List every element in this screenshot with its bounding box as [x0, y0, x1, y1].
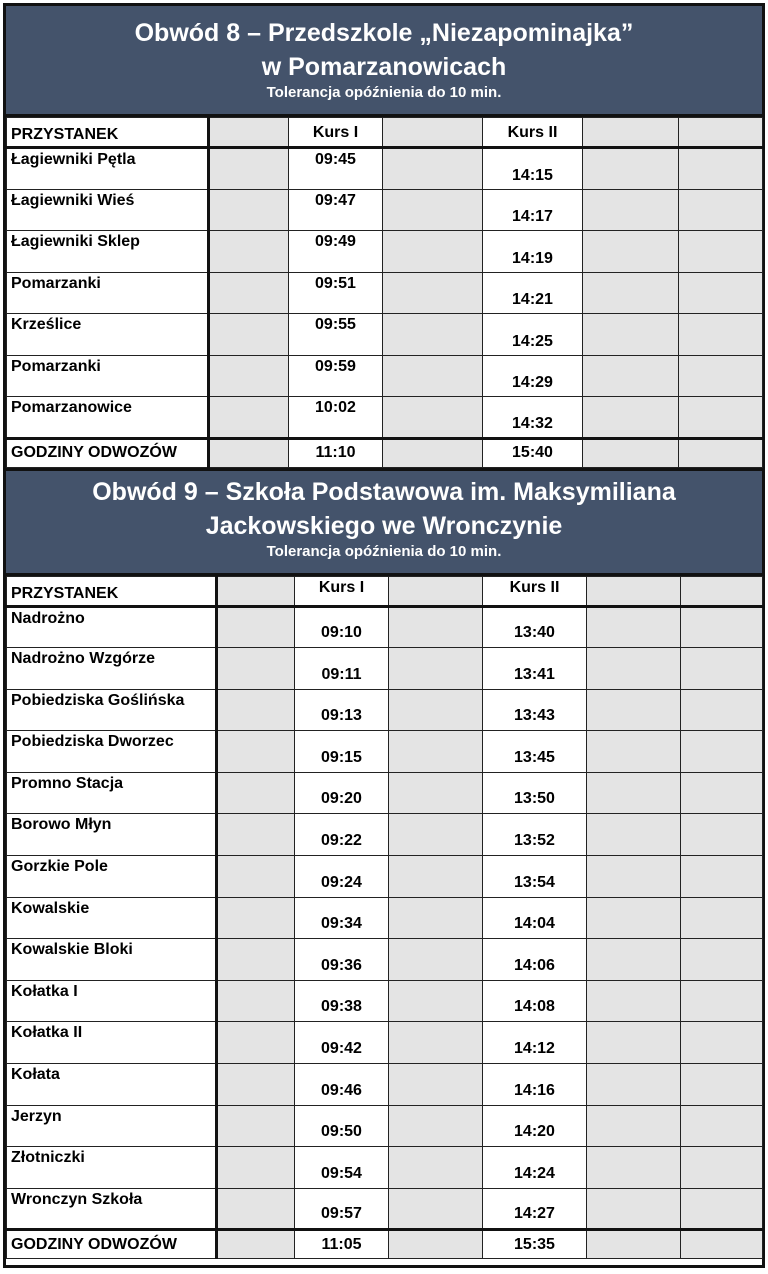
course1-time: 09:54 — [295, 1147, 389, 1189]
table-row — [7, 1022, 763, 1064]
table-row — [7, 1147, 763, 1189]
empty-cell — [587, 939, 681, 981]
course2-time: 13:45 — [483, 731, 587, 773]
course1-time: 09:15 — [295, 731, 389, 773]
section8-header-stop: PRZYSTANEK — [7, 118, 209, 148]
empty-cell — [681, 939, 763, 981]
stop-name: Łagiewniki Pętla — [7, 148, 209, 190]
empty-cell — [389, 1230, 483, 1259]
empty-cell — [679, 272, 763, 314]
section8-title-line1: Obwód 8 – Przedszkole „Niezapominajka” — [134, 19, 634, 47]
empty-cell — [681, 980, 763, 1022]
empty-cell — [587, 1022, 681, 1064]
empty-cell — [681, 1064, 763, 1106]
section9-title-line2: Jackowskiego we Wronczynie — [205, 511, 563, 540]
empty-cell — [681, 1230, 763, 1259]
table-row — [7, 606, 763, 648]
empty-cell — [217, 1105, 295, 1147]
empty-cell — [217, 772, 295, 814]
empty-cell — [389, 814, 483, 856]
empty-cell — [383, 231, 483, 273]
stop-name: Nadrożno Wzgórze — [7, 648, 217, 690]
empty-cell — [583, 231, 679, 273]
empty-cell — [217, 606, 295, 648]
stop-name: Kołata — [7, 1064, 217, 1106]
empty-cell — [217, 814, 295, 856]
course1-time: 10:02 — [289, 397, 383, 439]
course2-time: 13:54 — [483, 856, 587, 898]
empty-cell — [679, 314, 763, 356]
empty-cell — [389, 606, 483, 648]
section9-header-course2: Kurs II — [483, 576, 587, 606]
empty-cell — [209, 314, 289, 356]
empty-cell — [679, 148, 763, 190]
course2-time: 13:40 — [483, 606, 587, 648]
empty-cell — [217, 856, 295, 898]
course2-time: 14:08 — [483, 980, 587, 1022]
empty-cell — [679, 189, 763, 231]
section9-table-body — [7, 576, 763, 1259]
course1-time: 09:34 — [295, 897, 389, 939]
course2-time: 13:52 — [483, 814, 587, 856]
stop-name: Pomarzanki — [7, 272, 209, 314]
empty-cell — [389, 648, 483, 690]
empty-cell — [383, 314, 483, 356]
empty-cell — [389, 1147, 483, 1189]
stop-name: Nadrożno — [7, 606, 217, 648]
empty-cell — [681, 606, 763, 648]
empty-cell — [389, 897, 483, 939]
section9-header-course1: Kurs I — [295, 576, 389, 606]
section9-table — [6, 576, 763, 1260]
course1-time: 09:49 — [289, 231, 383, 273]
course2-time: 14:04 — [483, 897, 587, 939]
table-row — [7, 856, 763, 898]
empty-cell — [681, 1147, 763, 1189]
course1-time: 09:51 — [289, 272, 383, 314]
empty-cell — [583, 272, 679, 314]
empty-cell — [383, 189, 483, 231]
stop-name: Wronczyn Szkoła — [7, 1188, 217, 1230]
course1-time: 09:22 — [295, 814, 389, 856]
course1-time: 09:55 — [289, 314, 383, 356]
empty-cell — [389, 772, 483, 814]
table-row — [7, 772, 763, 814]
table-row — [7, 731, 763, 773]
section8-header-row — [7, 118, 763, 148]
stop-name: Kołatka II — [7, 1022, 217, 1064]
empty-cell — [209, 148, 289, 190]
empty-cell — [587, 814, 681, 856]
course2-time: 14:24 — [483, 1147, 587, 1189]
empty-cell — [209, 118, 289, 148]
stop-name: Pomarzanki — [7, 355, 209, 397]
empty-cell — [587, 772, 681, 814]
course1-time: 09:59 — [289, 355, 383, 397]
stop-name: Łagiewniki Sklep — [7, 231, 209, 273]
empty-cell — [209, 355, 289, 397]
empty-cell — [217, 576, 295, 606]
empty-cell — [681, 689, 763, 731]
empty-cell — [583, 438, 679, 467]
table-row — [7, 1064, 763, 1106]
empty-cell — [587, 980, 681, 1022]
course2-time: 14:27 — [483, 1188, 587, 1230]
empty-cell — [389, 939, 483, 981]
empty-cell — [681, 814, 763, 856]
empty-cell — [681, 772, 763, 814]
stop-name: Pobiedziska Goślińska — [7, 689, 217, 731]
empty-cell — [681, 856, 763, 898]
empty-cell — [679, 397, 763, 439]
course2-time: 14:12 — [483, 1022, 587, 1064]
stop-name: Jerzyn — [7, 1105, 217, 1147]
empty-cell — [389, 1022, 483, 1064]
empty-cell — [681, 1188, 763, 1230]
table-row — [7, 272, 763, 314]
stop-name: Pomarzanowice — [7, 397, 209, 439]
section9-title-line1: Obwód 9 – Szkoła Podstawowa im. Maksymiliana — [92, 477, 676, 506]
timetable-document — [3, 3, 765, 1268]
footer-course2-time: 15:40 — [483, 438, 583, 467]
empty-cell — [217, 1022, 295, 1064]
empty-cell — [587, 856, 681, 898]
table-row — [7, 148, 763, 190]
empty-cell — [383, 148, 483, 190]
course2-time: 14:32 — [483, 397, 583, 439]
table-row — [7, 648, 763, 690]
empty-cell — [383, 438, 483, 467]
footer-label: GODZINY ODWOZÓW — [7, 1230, 217, 1259]
section8-table — [6, 117, 763, 468]
empty-cell — [587, 897, 681, 939]
empty-cell — [383, 355, 483, 397]
empty-cell — [681, 1105, 763, 1147]
empty-cell — [389, 1064, 483, 1106]
empty-cell — [587, 731, 681, 773]
course1-time: 09:50 — [295, 1105, 389, 1147]
course2-time: 14:25 — [483, 314, 583, 356]
empty-cell — [681, 731, 763, 773]
empty-cell — [217, 1064, 295, 1106]
empty-cell — [217, 980, 295, 1022]
course1-time: 09:24 — [295, 856, 389, 898]
empty-cell — [389, 576, 483, 606]
stop-name: Pobiedziska Dworzec — [7, 731, 217, 773]
course2-time: 13:41 — [483, 648, 587, 690]
footer-course1-time: 11:05 — [295, 1230, 389, 1259]
section9-header-stop: PRZYSTANEK — [7, 576, 217, 606]
empty-cell — [389, 689, 483, 731]
empty-cell — [389, 856, 483, 898]
empty-cell — [679, 118, 763, 148]
empty-cell — [389, 980, 483, 1022]
empty-cell — [583, 314, 679, 356]
table-row — [7, 897, 763, 939]
footer-course1-time: 11:10 — [289, 438, 383, 467]
empty-cell — [217, 1188, 295, 1230]
stop-name: Gorzkie Pole — [7, 856, 217, 898]
footer-row — [7, 438, 763, 467]
empty-cell — [583, 397, 679, 439]
table-row — [7, 1105, 763, 1147]
course2-time: 14:06 — [483, 939, 587, 981]
stop-name: Kołatka I — [7, 980, 217, 1022]
table-row — [7, 189, 763, 231]
course2-time: 13:43 — [483, 689, 587, 731]
empty-cell — [209, 438, 289, 467]
table-row — [7, 939, 763, 981]
table-row — [7, 1188, 763, 1230]
empty-cell — [389, 1105, 483, 1147]
empty-cell — [587, 1230, 681, 1259]
empty-cell — [209, 231, 289, 273]
stop-name: Łagiewniki Wieś — [7, 189, 209, 231]
empty-cell — [681, 897, 763, 939]
empty-cell — [217, 1230, 295, 1259]
footer-label: GODZINY ODWOZÓW — [7, 438, 209, 467]
stop-name: Promno Stacja — [7, 772, 217, 814]
section8-banner — [6, 6, 762, 117]
empty-cell — [209, 397, 289, 439]
course1-time: 09:45 — [289, 148, 383, 190]
empty-cell — [217, 648, 295, 690]
empty-cell — [583, 148, 679, 190]
empty-cell — [679, 355, 763, 397]
empty-cell — [587, 1105, 681, 1147]
table-row — [7, 814, 763, 856]
course2-time: 14:15 — [483, 148, 583, 190]
course2-time: 14:19 — [483, 231, 583, 273]
course2-time: 14:21 — [483, 272, 583, 314]
table-row — [7, 397, 763, 439]
table-row — [7, 314, 763, 356]
empty-cell — [383, 272, 483, 314]
empty-cell — [383, 397, 483, 439]
empty-cell — [681, 648, 763, 690]
section9-subtitle: Tolerancja opóźnienia do 10 min. — [266, 542, 502, 560]
empty-cell — [209, 189, 289, 231]
empty-cell — [217, 897, 295, 939]
section8-title-line2: w Pomarzanowicach — [261, 53, 507, 81]
section9-header-row — [7, 576, 763, 606]
course1-time: 09:11 — [295, 648, 389, 690]
course1-time: 09:20 — [295, 772, 389, 814]
course2-time: 14:17 — [483, 189, 583, 231]
empty-cell — [583, 189, 679, 231]
course2-time: 13:50 — [483, 772, 587, 814]
section8-table-body — [7, 118, 763, 468]
course1-time: 09:46 — [295, 1064, 389, 1106]
section8-subtitle: Tolerancja opóźnienia do 10 min. — [266, 84, 502, 101]
empty-cell — [587, 1064, 681, 1106]
course1-time: 09:57 — [295, 1188, 389, 1230]
stop-name: Kowalskie Bloki — [7, 939, 217, 981]
course1-time: 09:42 — [295, 1022, 389, 1064]
empty-cell — [587, 1147, 681, 1189]
empty-cell — [679, 231, 763, 273]
empty-cell — [383, 118, 483, 148]
empty-cell — [217, 1147, 295, 1189]
course1-time: 09:36 — [295, 939, 389, 981]
empty-cell — [681, 1022, 763, 1064]
empty-cell — [217, 939, 295, 981]
empty-cell — [587, 606, 681, 648]
course1-time: 09:38 — [295, 980, 389, 1022]
table-row — [7, 980, 763, 1022]
section9-banner — [6, 468, 762, 576]
footer-course2-time: 15:35 — [483, 1230, 587, 1259]
course1-time: 09:13 — [295, 689, 389, 731]
empty-cell — [217, 731, 295, 773]
empty-cell — [587, 689, 681, 731]
empty-cell — [679, 438, 763, 467]
table-row — [7, 355, 763, 397]
footer-row — [7, 1230, 763, 1259]
section8-header-course1: Kurs I — [289, 118, 383, 148]
empty-cell — [583, 355, 679, 397]
course2-time: 14:16 — [483, 1064, 587, 1106]
stop-name: Kowalskie — [7, 897, 217, 939]
empty-cell — [209, 272, 289, 314]
stop-name: Krześlice — [7, 314, 209, 356]
stop-name: Borowo Młyn — [7, 814, 217, 856]
course2-time: 14:29 — [483, 355, 583, 397]
section8-header-course2: Kurs II — [483, 118, 583, 148]
empty-cell — [681, 576, 763, 606]
table-row — [7, 231, 763, 273]
empty-cell — [587, 1188, 681, 1230]
empty-cell — [217, 689, 295, 731]
course2-time: 14:20 — [483, 1105, 587, 1147]
empty-cell — [389, 731, 483, 773]
table-row — [7, 689, 763, 731]
empty-cell — [389, 1188, 483, 1230]
empty-cell — [587, 648, 681, 690]
stop-name: Złotniczki — [7, 1147, 217, 1189]
course1-time: 09:47 — [289, 189, 383, 231]
empty-cell — [587, 576, 681, 606]
course1-time: 09:10 — [295, 606, 389, 648]
empty-cell — [583, 118, 679, 148]
